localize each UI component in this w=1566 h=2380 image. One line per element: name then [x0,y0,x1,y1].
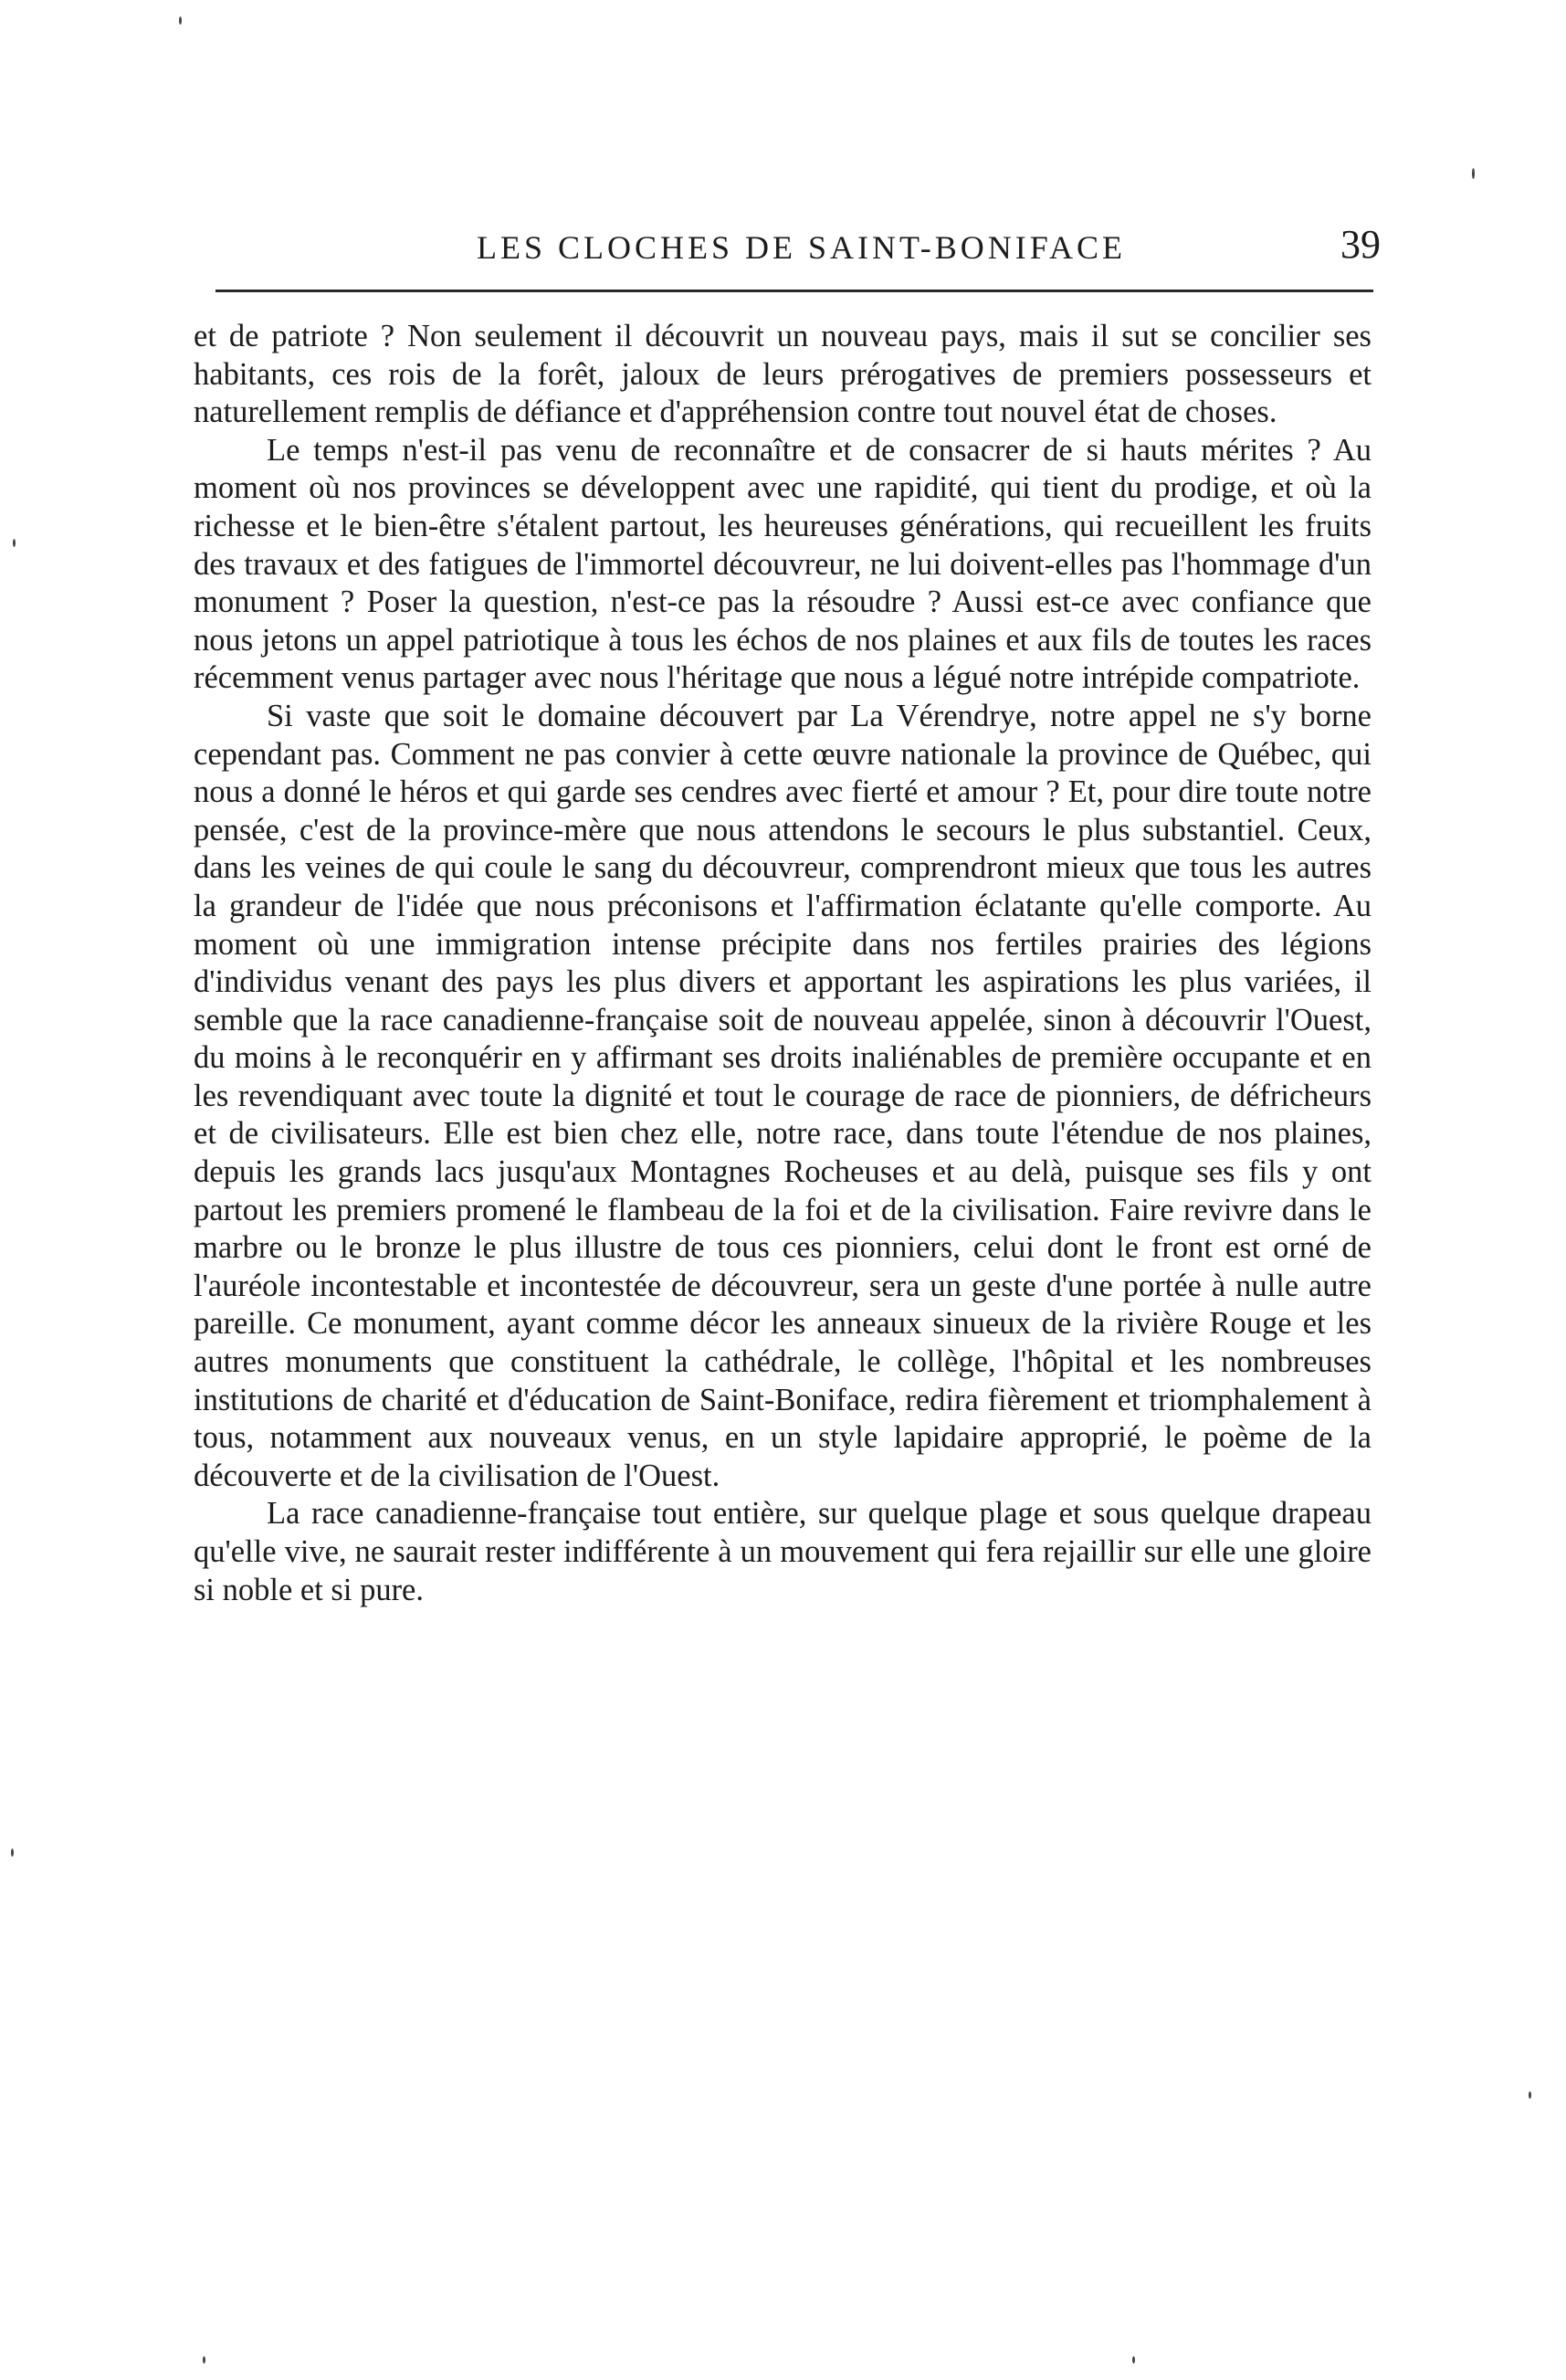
paragraph-2: Le temps n'est-il pas venu de reconnaître et de consacrer de si hauts mérites ? Au moment où nos provinces se développent avec une rapidité, qui tient du prodige, et où la richesse et le bien-être s'étalent partout, les heureuses générations, qui recueillent les fruits des travaux et des fatigues de l'immortel découvreur, ne lui doivent-elles pas l'hommage d'un monument ? Poser la question, n'est-ce pas la résoudre ? Aussi est-ce avec confiance que nous jetons un appel patriotique à tous les échos de nos plaines et aux fils de toutes les races récemment venus partager avec nous l'héritage que nous a légué notre intrépide compatriote. [194,432,1372,696]
header-rule [215,290,1373,292]
scan-speck [1472,168,1475,179]
scan-speck [1132,2356,1135,2364]
scan-speck [1529,2091,1531,2099]
paragraph-4: La race canadienne-française tout entière, sur quelque plage et sous quelque drapeau qu'elle vive, ne saurait rester indifférente à un mouvement qui fera rejaillir sur elle une gloire si noble et si pure. [194,1496,1372,1607]
scan-speck [11,1848,14,1857]
page-header [203,221,1381,276]
scan-speck [13,539,16,547]
page-number: 39 [1340,222,1381,267]
running-title: LES CLOCHES DE SAINT-BONIFACE [477,229,1127,266]
body-text [194,318,1372,1609]
scan-speck [179,16,182,25]
scan-speck [203,2356,205,2364]
paragraph-1: et de patriote ? Non seulement il découvrit un nouveau pays, mais il sut se concilier ses habitants, ces rois de la forêt, jaloux de leurs prérogatives de premiers possesseurs et naturellement remplis de défiance et d'appréhension contre tout nouvel état de choses. [194,319,1372,430]
paragraph-3: Si vaste que soit le domaine découvert par La Vérendrye, notre appel ne s'y borne cependant pas. Comment ne pas convier à cette œuvre nationale la province de Québec, qui nous a donné le héros et qui garde ses cendres avec fierté et amour ? Et, pour dire toute notre pensée, c'est de la province-mère que nous attendons le secours le plus substantiel. Ceux, dans les veines de qui coule le sang du découvreur, comprendront mieux que tous les autres la grandeur de l'idée que nous préconisons et l'affirmation éclatante qu'elle comporte. Au moment où une immigration intense précipite dans nos fertiles prairies des légions d'individus venant des pays les plus divers et apportant les aspirations les plus variées, il semble que la race canadienne-française soit de nouveau appelée, sinon à découvrir l'Ouest, du moins à le reconquérir en y affirmant ses droits inaliénables de première occupante et en les revendiquant avec toute la dignité et tout le courage de race de pionniers, de défricheurs et de civilisateurs. Elle est bien chez elle, notre race, dans toute l'étendue de nos plaines, depuis les grands lacs jusqu'aux Montagnes Rocheuses et au delà, puisque ses fils y ont partout les premiers promené le flambeau de la foi et de la civilisation. Faire revivre dans le marbre ou le bronze le plus illustre de tous ces pionniers, celui dont le front est orné de l'auréole incontestable et incontestée de découvreur, sera un geste d'une portée à nulle autre pareille. Ce monument, ayant comme décor les anneaux sinueux de la rivière Rouge et les autres monuments que constituent la cathédrale, le collège, l'hôpital et les nombreuses institutions de charité et d'éducation de Saint-Boniface, redira fièrement et triomphalement à tous, notamment aux nouveaux venus, en un style lapidaire approprié, le poème de la découverte et de la civilisation de l'Ouest. [194,698,1372,1493]
